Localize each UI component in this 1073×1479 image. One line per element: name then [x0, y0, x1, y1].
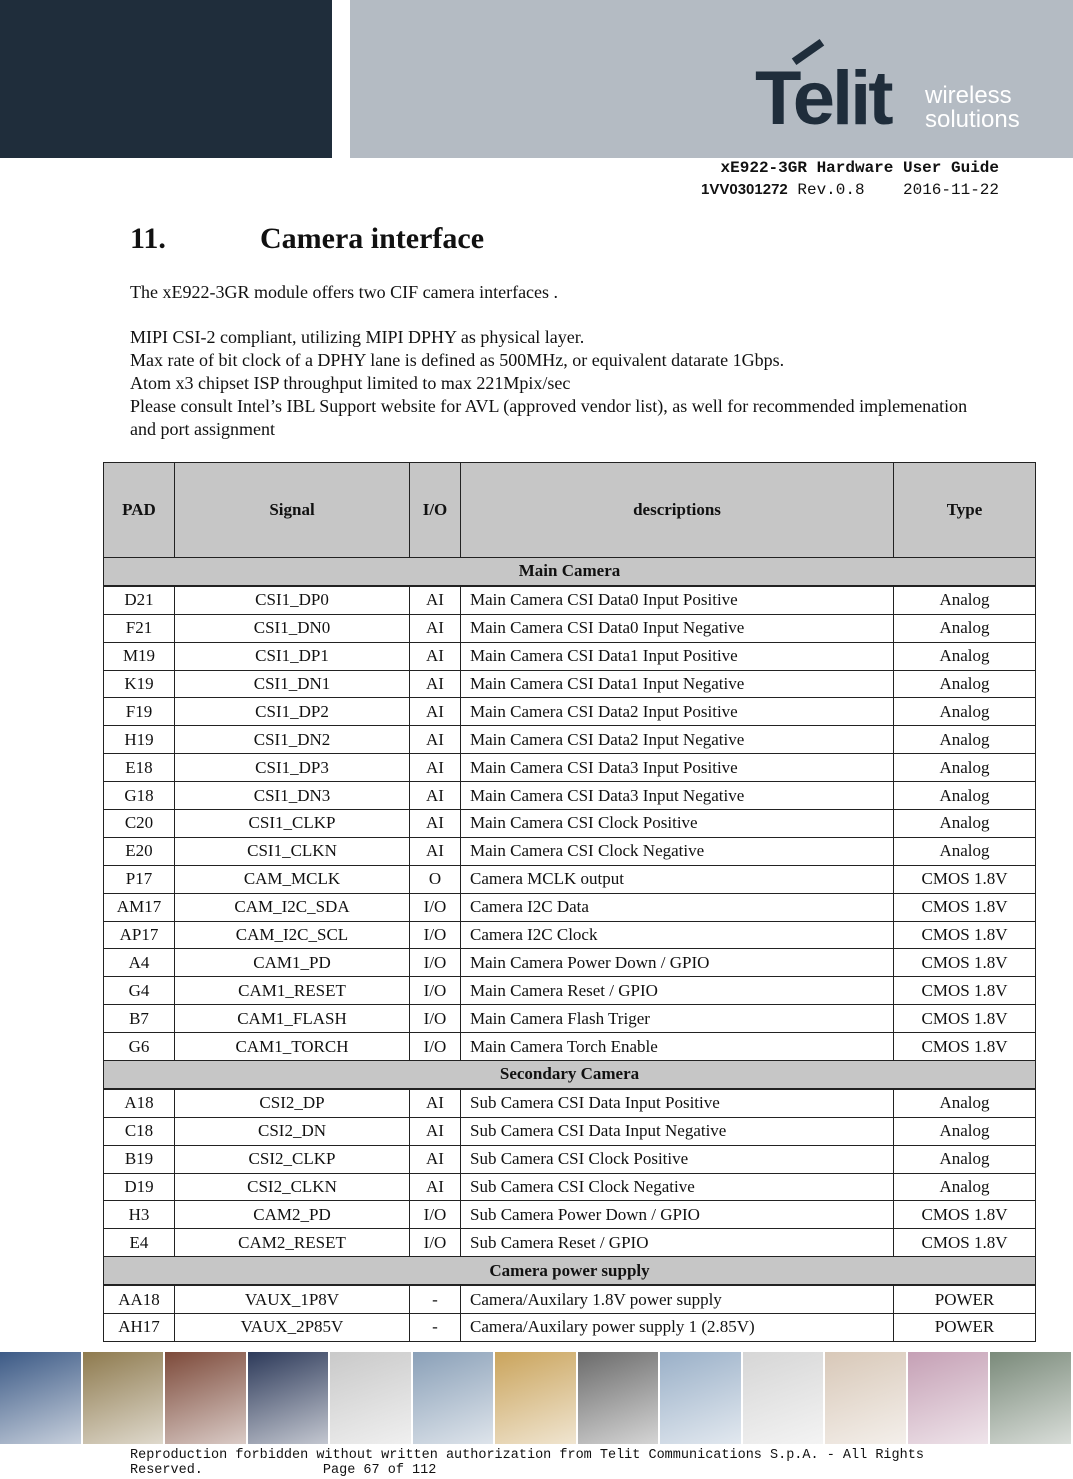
- cell-pad: E4: [104, 1229, 175, 1257]
- cell-pad: AM17: [104, 893, 175, 921]
- photo-tile: [908, 1352, 991, 1444]
- cell-type: CMOS 1.8V: [894, 893, 1036, 921]
- cell-description: Main Camera CSI Data3 Input Positive: [461, 754, 894, 782]
- cell-description: Main Camera Flash Triger: [461, 1005, 894, 1033]
- cell-type: Analog: [894, 837, 1036, 865]
- cell-pad: AH17: [104, 1314, 175, 1342]
- photo-tile: [83, 1352, 166, 1444]
- cell-signal: CSI1_DN3: [175, 782, 410, 810]
- photo-tile: [743, 1352, 826, 1444]
- cell-signal: CSI2_CLKN: [175, 1173, 410, 1201]
- table-row: [104, 698, 1036, 726]
- cell-type: CMOS 1.8V: [894, 1005, 1036, 1033]
- cell-signal: CSI1_CLKN: [175, 837, 410, 865]
- cell-io: AI: [410, 810, 461, 838]
- table-row: [104, 614, 1036, 642]
- section-intro: The xE922-3GR module offers two CIF camera interfaces .: [130, 282, 559, 302]
- cell-pad: D19: [104, 1173, 175, 1201]
- cell-description: Main Camera CSI Data0 Input Positive: [461, 586, 894, 614]
- cell-pad: D21: [104, 586, 175, 614]
- cell-io: AI: [410, 837, 461, 865]
- table-row: [104, 586, 1036, 614]
- document-header: [701, 157, 999, 201]
- cell-io: AI: [410, 1089, 461, 1117]
- document-revision-line: [701, 179, 999, 201]
- cell-type: Analog: [894, 810, 1036, 838]
- cell-type: Analog: [894, 726, 1036, 754]
- cell-signal: CSI1_DP2: [175, 698, 410, 726]
- document-title: xE922-3GR Hardware User Guide: [720, 159, 999, 177]
- cell-pad: G18: [104, 782, 175, 810]
- logo-tagline-line1: wireless: [925, 82, 1012, 109]
- group-label: Main Camera: [104, 558, 1036, 586]
- cell-io: -: [410, 1314, 461, 1342]
- cell-pad: C18: [104, 1117, 175, 1145]
- cell-type: Analog: [894, 782, 1036, 810]
- column-header-signal: Signal: [175, 463, 410, 558]
- table-row: [104, 1285, 1036, 1313]
- footer-copyright: Reproduction forbidden without written authorization from Telit Communications S.p.A. - All Rights: [130, 1448, 924, 1463]
- cell-io: I/O: [410, 1005, 461, 1033]
- cell-description: Main Camera CSI Data1 Input Positive: [461, 642, 894, 670]
- table-group-row: [104, 1257, 1036, 1285]
- cell-description: Camera I2C Data: [461, 893, 894, 921]
- photo-tile: [660, 1352, 743, 1444]
- paragraph-line: MIPI CSI-2 compliant, utilizing MIPI DPHY as physical layer.: [130, 327, 585, 347]
- table-row: [104, 949, 1036, 977]
- cell-io: I/O: [410, 1229, 461, 1257]
- cell-pad: AA18: [104, 1285, 175, 1313]
- document-code: 1VV0301272: [701, 181, 788, 198]
- cell-description: Main Camera Power Down / GPIO: [461, 949, 894, 977]
- header-banner-dark: [0, 0, 332, 158]
- table-row: [104, 1173, 1036, 1201]
- cell-type: Analog: [894, 614, 1036, 642]
- cell-description: Camera MCLK output: [461, 865, 894, 893]
- section-title: Camera interface: [260, 222, 485, 255]
- cell-type: Analog: [894, 670, 1036, 698]
- cell-io: AI: [410, 698, 461, 726]
- cell-description: Sub Camera CSI Data Input Negative: [461, 1117, 894, 1145]
- cell-io: AI: [410, 614, 461, 642]
- photo-tile: [330, 1352, 413, 1444]
- cell-description: Main Camera CSI Data0 Input Negative: [461, 614, 894, 642]
- table-row: [104, 921, 1036, 949]
- cell-description: Camera/Auxilary 1.8V power supply: [461, 1285, 894, 1313]
- camera-pin-table: [103, 462, 1036, 1342]
- cell-signal: CAM1_RESET: [175, 977, 410, 1005]
- cell-io: I/O: [410, 1033, 461, 1061]
- section-heading: [130, 222, 484, 256]
- cell-pad: B7: [104, 1005, 175, 1033]
- cell-signal: CSI1_DN2: [175, 726, 410, 754]
- table-header-row: [104, 463, 1036, 558]
- cell-signal: CSI1_DP0: [175, 586, 410, 614]
- cell-pad: G4: [104, 977, 175, 1005]
- cell-type: POWER: [894, 1314, 1036, 1342]
- document-revision: Rev.0.8: [797, 181, 865, 199]
- cell-signal: CSI1_DN0: [175, 614, 410, 642]
- cell-pad: A18: [104, 1089, 175, 1117]
- cell-description: Main Camera Torch Enable: [461, 1033, 894, 1061]
- cell-type: Analog: [894, 1089, 1036, 1117]
- cell-io: I/O: [410, 893, 461, 921]
- cell-signal: CSI1_DN1: [175, 670, 410, 698]
- cell-pad: F21: [104, 614, 175, 642]
- cell-description: Camera/Auxilary power supply 1 (2.85V): [461, 1314, 894, 1342]
- cell-type: CMOS 1.8V: [894, 865, 1036, 893]
- cell-signal: CAM_MCLK: [175, 865, 410, 893]
- cell-type: CMOS 1.8V: [894, 977, 1036, 1005]
- cell-type: Analog: [894, 1145, 1036, 1173]
- cell-io: AI: [410, 586, 461, 614]
- table-row: [104, 782, 1036, 810]
- paragraph-line: Atom x3 chipset ISP throughput limited to max 221Mpix/sec: [130, 373, 571, 393]
- cell-signal: CAM_I2C_SDA: [175, 893, 410, 921]
- cell-description: Sub Camera CSI Clock Negative: [461, 1173, 894, 1201]
- column-header-io: I/O: [410, 463, 461, 558]
- table-row: [104, 865, 1036, 893]
- table-row: [104, 1005, 1036, 1033]
- cell-pad: P17: [104, 865, 175, 893]
- photo-tile: [990, 1352, 1073, 1444]
- cell-pad: A4: [104, 949, 175, 977]
- cell-pad: E20: [104, 837, 175, 865]
- cell-signal: CAM2_PD: [175, 1201, 410, 1229]
- cell-type: CMOS 1.8V: [894, 1201, 1036, 1229]
- cell-description: Main Camera CSI Clock Negative: [461, 837, 894, 865]
- cell-io: AI: [410, 1145, 461, 1173]
- cell-signal: CSI1_DP1: [175, 642, 410, 670]
- cell-io: AI: [410, 726, 461, 754]
- cell-pad: AP17: [104, 921, 175, 949]
- cell-description: Main Camera CSI Data1 Input Negative: [461, 670, 894, 698]
- cell-pad: H19: [104, 726, 175, 754]
- cell-pad: F19: [104, 698, 175, 726]
- section-paragraph: [130, 326, 970, 441]
- group-label: Secondary Camera: [104, 1061, 1036, 1089]
- cell-type: Analog: [894, 586, 1036, 614]
- cell-io: AI: [410, 670, 461, 698]
- cell-pad: B19: [104, 1145, 175, 1173]
- table-group-row: [104, 558, 1036, 586]
- cell-type: Analog: [894, 698, 1036, 726]
- table-row: [104, 726, 1036, 754]
- column-header-type: Type: [894, 463, 1036, 558]
- cell-type: Analog: [894, 1117, 1036, 1145]
- cell-type: CMOS 1.8V: [894, 1033, 1036, 1061]
- table-row: [104, 1117, 1036, 1145]
- cell-description: Sub Camera Reset / GPIO: [461, 1229, 894, 1257]
- cell-description: Camera I2C Clock: [461, 921, 894, 949]
- cell-description: Sub Camera Power Down / GPIO: [461, 1201, 894, 1229]
- cell-signal: CAM2_RESET: [175, 1229, 410, 1257]
- header-banner-gap: [332, 0, 350, 158]
- table-row: [104, 810, 1036, 838]
- footer-notice: [130, 1448, 1010, 1478]
- table-row: [104, 893, 1036, 921]
- paragraph-line: Max rate of bit clock of a DPHY lane is defined as 500MHz, or equivalent datarate 1Gbps.: [130, 350, 785, 370]
- cell-pad: G6: [104, 1033, 175, 1061]
- cell-io: AI: [410, 642, 461, 670]
- cell-io: AI: [410, 754, 461, 782]
- cell-description: Main Camera CSI Data3 Input Negative: [461, 782, 894, 810]
- table-body: [104, 558, 1036, 1342]
- cell-pad: K19: [104, 670, 175, 698]
- section-number: 11.: [130, 222, 166, 255]
- page-number: Page 67 of 112: [322, 1463, 437, 1478]
- table-row: [104, 642, 1036, 670]
- photo-tile: [825, 1352, 908, 1444]
- cell-type: CMOS 1.8V: [894, 921, 1036, 949]
- cell-type: Analog: [894, 754, 1036, 782]
- table-row: [104, 1229, 1036, 1257]
- photo-tile: [495, 1352, 578, 1444]
- photo-tile: [165, 1352, 248, 1444]
- table-row: [104, 670, 1036, 698]
- cell-signal: CSI2_DP: [175, 1089, 410, 1117]
- cell-io: AI: [410, 1117, 461, 1145]
- cell-signal: CAM1_FLASH: [175, 1005, 410, 1033]
- cell-signal: VAUX_1P8V: [175, 1285, 410, 1313]
- cell-description: Main Camera CSI Data2 Input Negative: [461, 726, 894, 754]
- cell-type: Analog: [894, 1173, 1036, 1201]
- logo-tagline-line2: solutions: [925, 106, 1020, 133]
- cell-signal: CAM_I2C_SCL: [175, 921, 410, 949]
- cell-io: I/O: [410, 1201, 461, 1229]
- footer-second-line: [130, 1463, 1010, 1478]
- document-date: 2016-11-22: [902, 181, 999, 199]
- logo-wordmark: Telit: [755, 56, 891, 141]
- column-header-descriptions: descriptions: [461, 463, 894, 558]
- telit-logo: [755, 44, 1055, 139]
- cell-signal: VAUX_2P85V: [175, 1314, 410, 1342]
- cell-type: CMOS 1.8V: [894, 1229, 1036, 1257]
- cell-pad: C20: [104, 810, 175, 838]
- cell-description: Main Camera CSI Clock Positive: [461, 810, 894, 838]
- paragraph-line: Please consult Intel’s IBL Support website for AVL (approved vendor list), as well for recommended implemenation and port assignment: [130, 396, 968, 439]
- cell-io: AI: [410, 782, 461, 810]
- cell-type: POWER: [894, 1285, 1036, 1313]
- table-group-row: [104, 1061, 1036, 1089]
- table-row: [104, 1145, 1036, 1173]
- cell-io: AI: [410, 1173, 461, 1201]
- table-row: [104, 1033, 1036, 1061]
- cell-description: Main Camera Reset / GPIO: [461, 977, 894, 1005]
- cell-pad: H3: [104, 1201, 175, 1229]
- cell-signal: CSI2_CLKP: [175, 1145, 410, 1173]
- cell-io: I/O: [410, 921, 461, 949]
- cell-signal: CSI1_CLKP: [175, 810, 410, 838]
- cell-description: Sub Camera CSI Clock Positive: [461, 1145, 894, 1173]
- cell-signal: CSI2_DN: [175, 1117, 410, 1145]
- cell-signal: CAM1_TORCH: [175, 1033, 410, 1061]
- column-header-pad: PAD: [104, 463, 175, 558]
- cell-pad: E18: [104, 754, 175, 782]
- table-row: [104, 977, 1036, 1005]
- cell-io: I/O: [410, 949, 461, 977]
- footer-photo-strip: [0, 1352, 1073, 1444]
- cell-type: CMOS 1.8V: [894, 949, 1036, 977]
- photo-tile: [0, 1352, 83, 1444]
- photo-tile: [413, 1352, 496, 1444]
- table-row: [104, 1314, 1036, 1342]
- table-row: [104, 1089, 1036, 1117]
- photo-tile: [248, 1352, 331, 1444]
- cell-signal: CAM1_PD: [175, 949, 410, 977]
- cell-pad: M19: [104, 642, 175, 670]
- cell-type: Analog: [894, 642, 1036, 670]
- group-label: Camera power supply: [104, 1257, 1036, 1285]
- photo-tile: [578, 1352, 661, 1444]
- cell-io: -: [410, 1285, 461, 1313]
- table-row: [104, 837, 1036, 865]
- logo-tagline: [925, 84, 1020, 132]
- table-row: [104, 754, 1036, 782]
- cell-description: Sub Camera CSI Data Input Positive: [461, 1089, 894, 1117]
- footer-reserved: Reserved.: [130, 1463, 203, 1478]
- cell-io: O: [410, 865, 461, 893]
- table-row: [104, 1201, 1036, 1229]
- cell-description: Main Camera CSI Data2 Input Positive: [461, 698, 894, 726]
- cell-signal: CSI1_DP3: [175, 754, 410, 782]
- cell-io: I/O: [410, 977, 461, 1005]
